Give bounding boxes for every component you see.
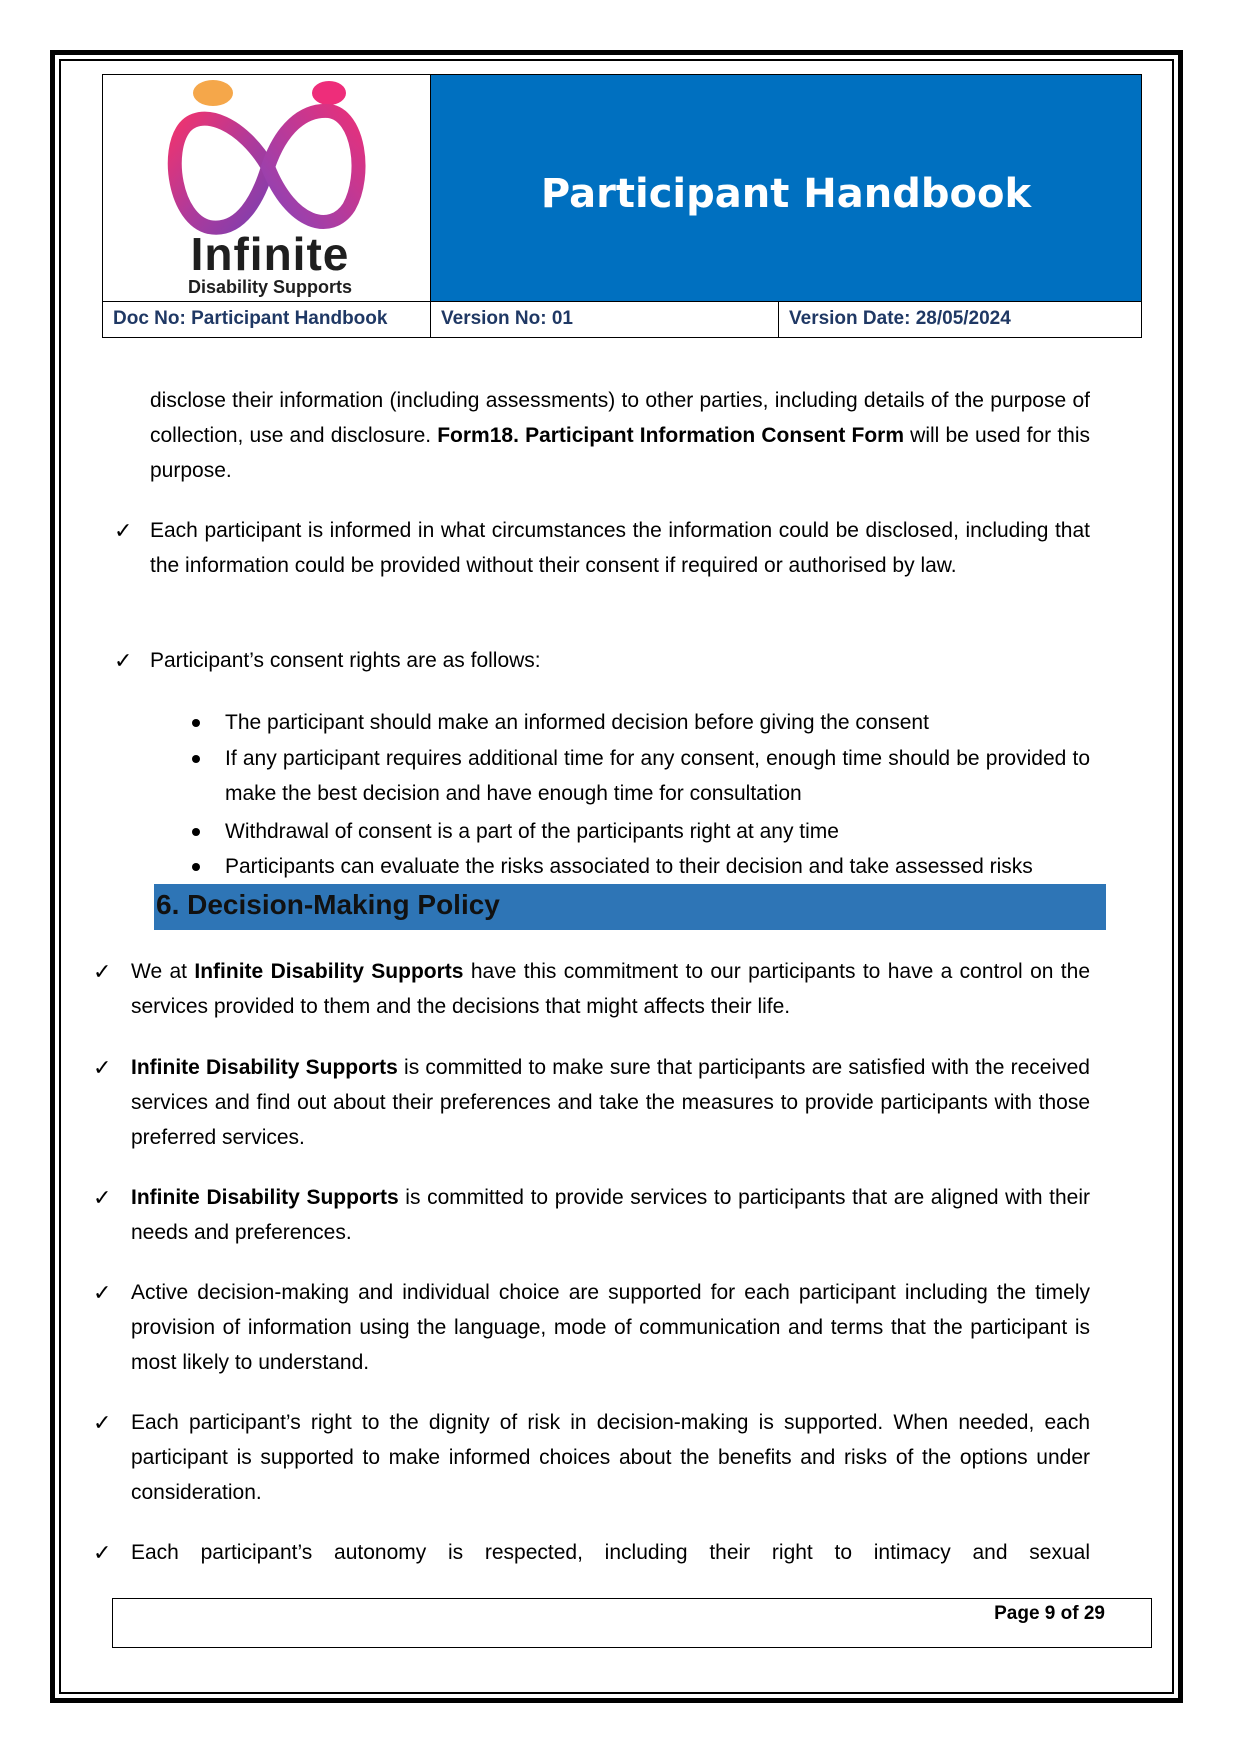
infinity-logo-icon bbox=[163, 79, 373, 235]
checkmark-icon: ✓ bbox=[93, 1280, 112, 1305]
list-item bbox=[131, 954, 1090, 1024]
organisation-name: Infinite Disability Supports bbox=[131, 1186, 399, 1209]
list-item: Each participant’s autonomy is respected, including their right to intimacy and sexual bbox=[131, 1541, 1090, 1564]
checkmark-icon: ✓ bbox=[93, 1185, 112, 1210]
list-item: Active decision-making and individual choice are supported for each participant including the timely provision of information using the language, mode of communication and terms that the participant is most likely to understand. bbox=[131, 1281, 1090, 1374]
intro-line-2-post: will bbox=[904, 424, 940, 447]
version-date: Version Date: 28/05/2024 bbox=[789, 308, 1011, 329]
intro-line-1: disclose their information (including assessments) to other parties, including details of the bbox=[150, 389, 984, 412]
checkmark-icon: ✓ bbox=[93, 959, 112, 984]
bullet-icon bbox=[192, 863, 200, 871]
section-heading: 6. Decision-Making Policy bbox=[156, 889, 500, 920]
consent-form-reference: Form18. Participant Information Consent Form bbox=[437, 424, 905, 447]
version-number: Version No: 01 bbox=[431, 302, 779, 337]
intro-line-2-pre: purpose of collection, use and disclosure. bbox=[150, 389, 1090, 447]
policy-text: is committed to make sure that participants are satisfied with the received services and find out about their preferences and take the measures to provide participants with those preferred services. bbox=[131, 1056, 1090, 1149]
page-number: Page 9 of 29 bbox=[994, 1603, 1105, 1624]
bullet-icon bbox=[192, 828, 200, 836]
page-footer bbox=[112, 1598, 1152, 1648]
list-item bbox=[131, 1050, 1090, 1155]
list-item: The participant should make an informed decision before giving the consent bbox=[225, 711, 929, 734]
doc-info-row bbox=[103, 301, 1141, 337]
list-item: Participant’s consent rights are as follows: bbox=[150, 649, 541, 672]
logo-cell bbox=[103, 75, 431, 301]
logo-subtitle: Disability Supports bbox=[187, 277, 353, 297]
logo-wordmark: Infinite bbox=[190, 228, 350, 280]
section-heading-bar bbox=[154, 884, 1106, 930]
checkmark-icon: ✓ bbox=[93, 1055, 112, 1080]
list-item: Participants can evaluate the risks associated to their decision and take assessed risks bbox=[225, 855, 1033, 878]
policy-text: is committed to provide services to participants that are aligned with their needs and preferences. bbox=[131, 1186, 1090, 1244]
organisation-name: Infinite Disability Supports bbox=[194, 960, 464, 983]
list-item: If any participant requires additional time for any consent, enough time should be provided to make the best decision and have enough time for consultation bbox=[225, 747, 1090, 805]
intro-paragraph bbox=[150, 383, 1090, 488]
document-title: Participant Handbook bbox=[540, 171, 1032, 217]
list-item bbox=[131, 1180, 1090, 1250]
intro-line-3: be used for this purpose. bbox=[150, 424, 1090, 482]
list-item: Withdrawal of consent is a part of the participants right at any time bbox=[225, 820, 839, 843]
checkmark-icon: ✓ bbox=[114, 518, 133, 543]
list-item: Each participant’s right to the dignity of risk in decision-making is supported. When needed, each participant is supported to make informed choices about the benefits and risks of the options under consideration. bbox=[131, 1411, 1090, 1504]
doc-number: Doc No: Participant Handbook bbox=[103, 302, 431, 337]
bullet-icon bbox=[192, 719, 200, 727]
title-cell bbox=[431, 75, 1141, 301]
checkmark-icon: ✓ bbox=[114, 648, 133, 673]
document-header bbox=[102, 74, 1142, 338]
checkmark-icon: ✓ bbox=[93, 1410, 112, 1435]
policy-text: have this commitment to our participants to have a control on the services provided to them and the decisions that might affects their life. bbox=[131, 960, 1090, 1018]
checkmark-icon: ✓ bbox=[93, 1540, 112, 1565]
organisation-name: Infinite Disability Supports bbox=[131, 1056, 398, 1079]
bullet-icon bbox=[192, 755, 200, 763]
policy-text-pre: We at bbox=[131, 960, 195, 983]
list-item: Each participant is informed in what circumstances the information could be disclosed, including that the information could be provided without their consent if required or authorised by law. bbox=[150, 519, 1090, 577]
